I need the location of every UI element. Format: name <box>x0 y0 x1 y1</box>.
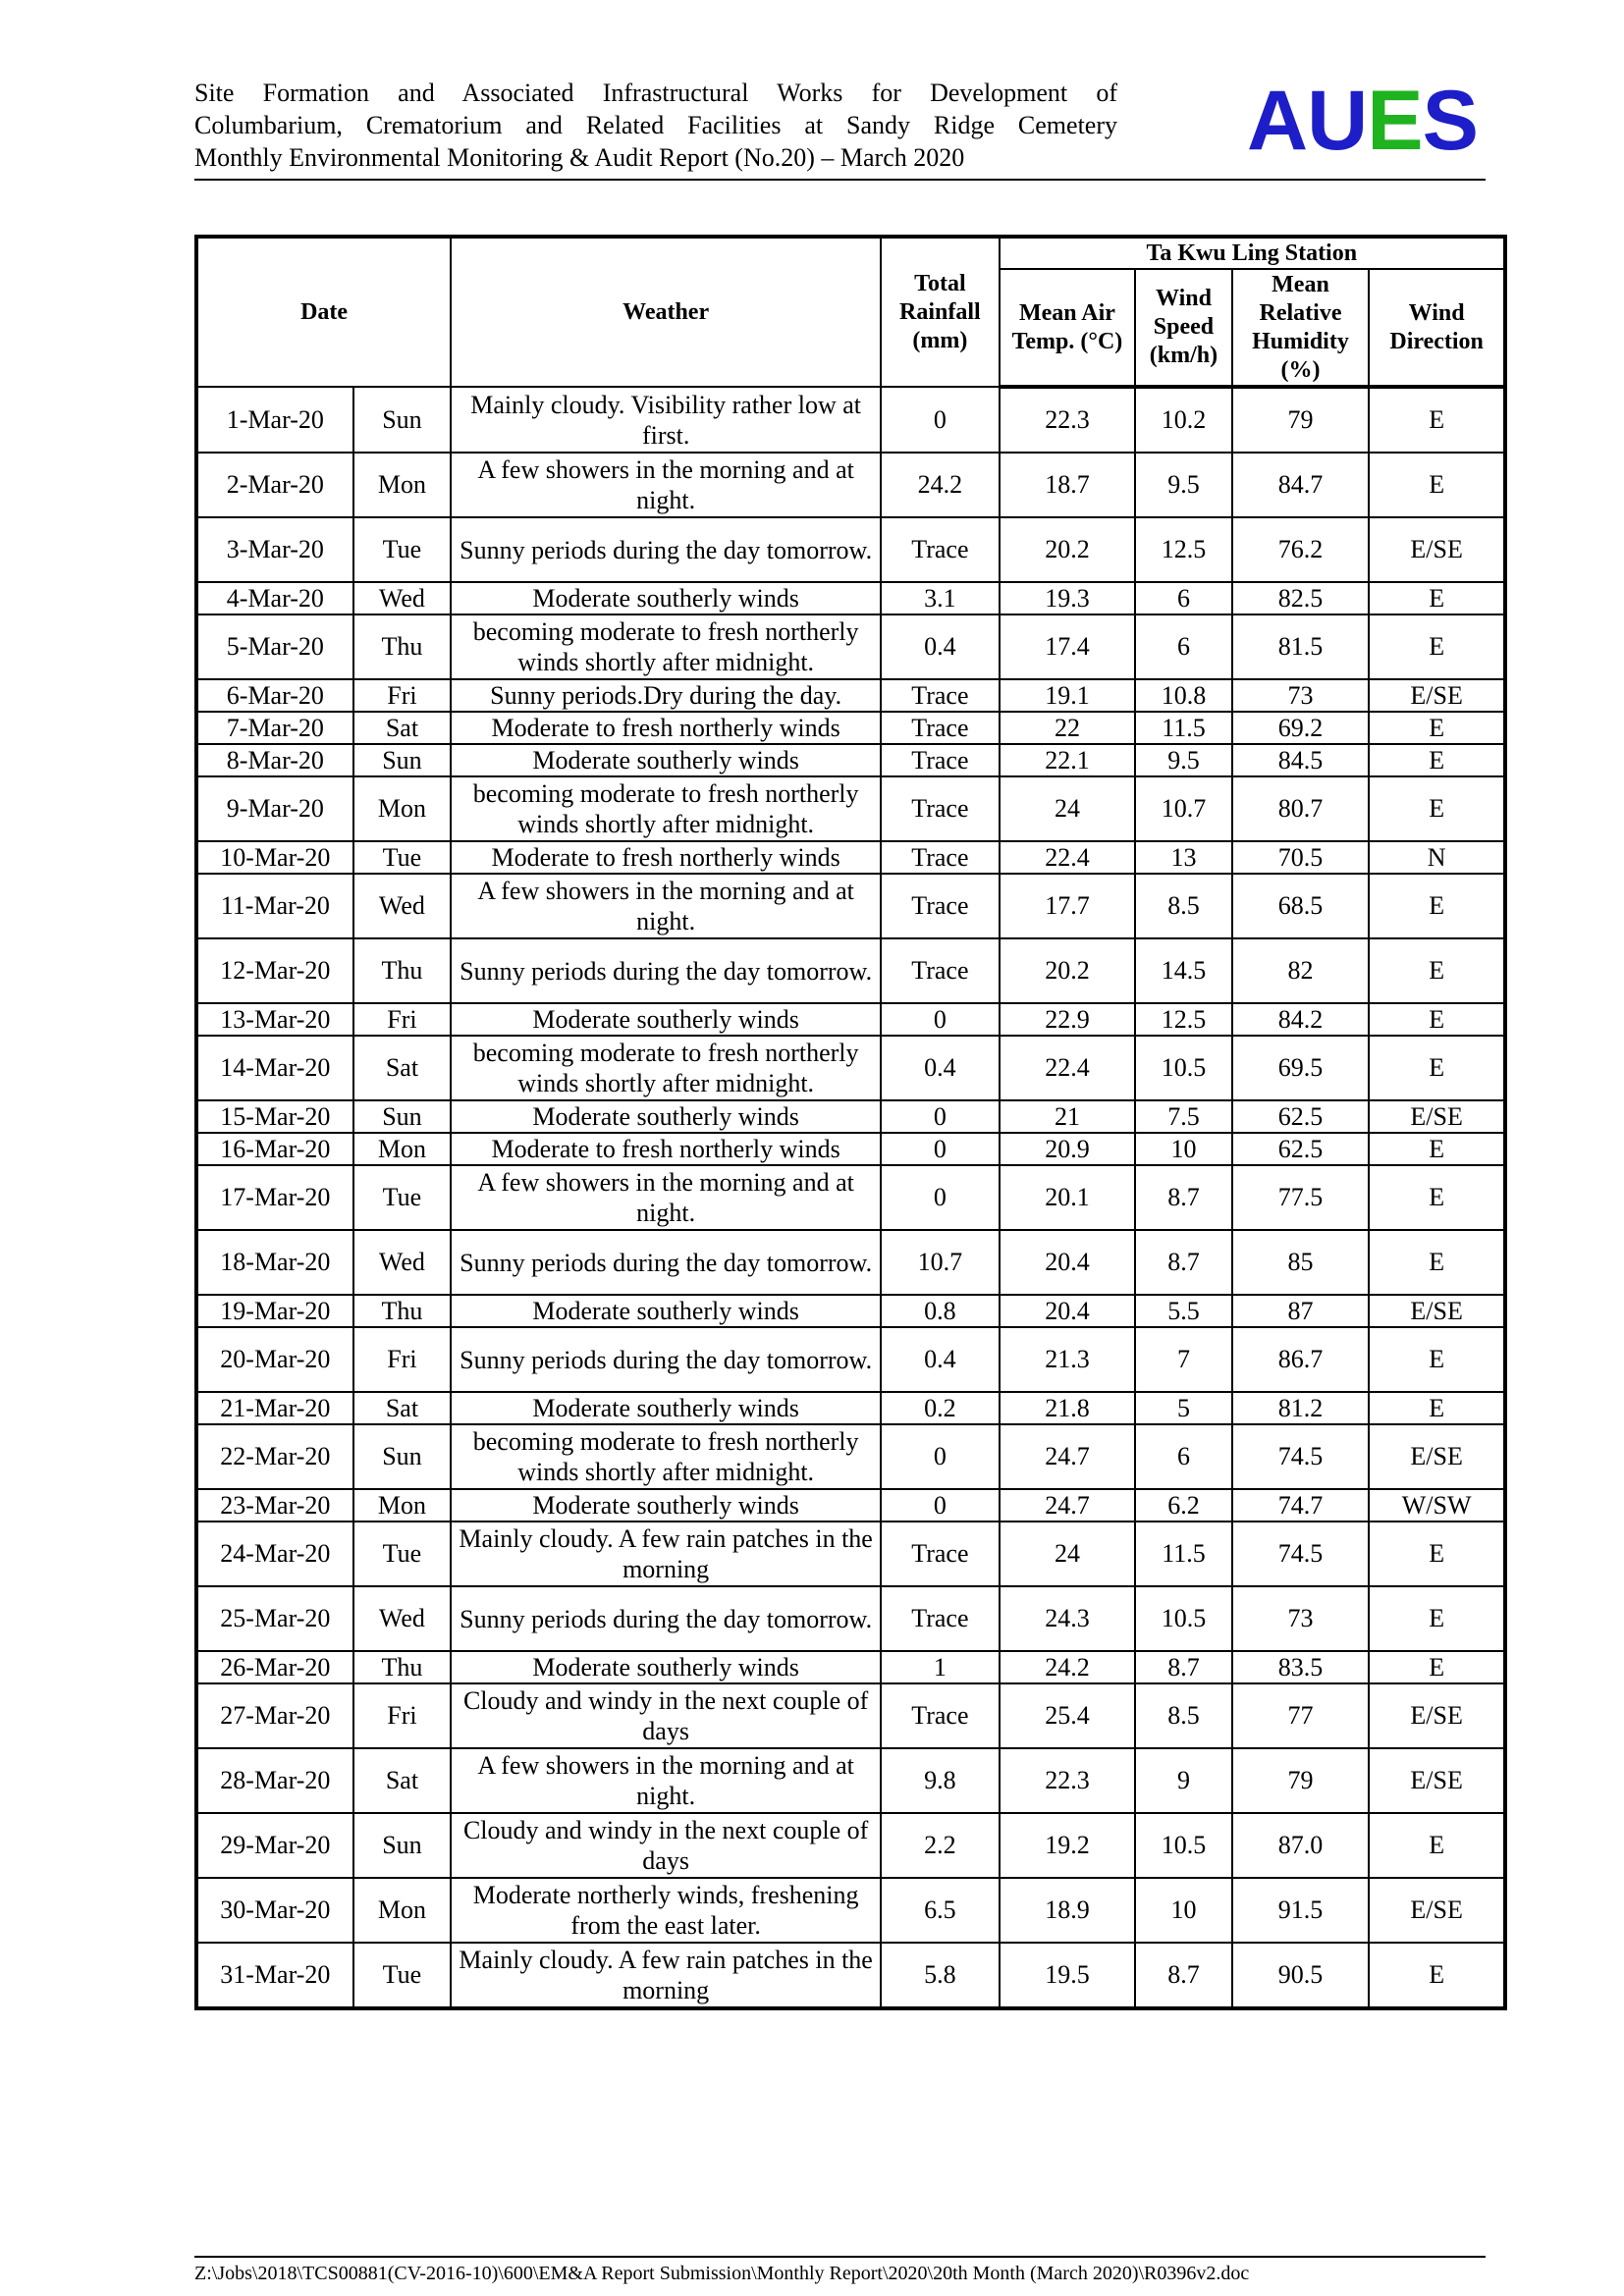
wind-direction-cell: E <box>1369 712 1505 744</box>
weather-cell: Mainly cloudy. A few rain patches in the morning <box>451 1943 881 2008</box>
humidity-cell: 70.5 <box>1232 841 1370 874</box>
temp-cell: 24.2 <box>1000 1651 1136 1683</box>
wind-speed-cell: 12.5 <box>1135 517 1231 582</box>
day-cell: Tue <box>353 1943 451 2008</box>
date-cell: 22-Mar-20 <box>196 1424 353 1489</box>
wind-direction-cell: E/SE <box>1369 1295 1505 1327</box>
table-row <box>196 874 1505 938</box>
humidity-cell: 73 <box>1232 679 1370 712</box>
date-cell: 31-Mar-20 <box>196 1943 353 2008</box>
weather-cell: Mainly cloudy. A few rain patches in the morning <box>451 1522 881 1586</box>
wind-direction-cell: E <box>1369 938 1505 1003</box>
report-title <box>194 77 1117 174</box>
day-cell: Mon <box>353 1133 451 1165</box>
humidity-cell: 62.5 <box>1232 1133 1370 1165</box>
weather-cell: Moderate southerly winds <box>451 1651 881 1683</box>
wind-direction-cell: E/SE <box>1369 517 1505 582</box>
day-cell: Tue <box>353 1522 451 1586</box>
date-cell: 16-Mar-20 <box>196 1133 353 1165</box>
header-wind-direction: Wind Direction <box>1369 269 1505 387</box>
wind-direction-cell: E <box>1369 1133 1505 1165</box>
humidity-cell: 74.7 <box>1232 1489 1370 1522</box>
weather-cell: Sunny periods during the day tomorrow. <box>451 1230 881 1295</box>
rainfall-cell: Trace <box>881 1522 1000 1586</box>
date-cell: 12-Mar-20 <box>196 938 353 1003</box>
humidity-cell: 82 <box>1232 938 1370 1003</box>
table-row <box>196 1392 1505 1424</box>
table-row <box>196 841 1505 874</box>
rainfall-cell: 2.2 <box>881 1813 1000 1878</box>
temp-cell: 22.9 <box>1000 1003 1136 1036</box>
temp-cell: 22.3 <box>1000 387 1136 453</box>
day-cell: Sun <box>353 1813 451 1878</box>
rainfall-cell: 0.4 <box>881 614 1000 679</box>
date-cell: 30-Mar-20 <box>196 1878 353 1943</box>
humidity-cell: 73 <box>1232 1586 1370 1651</box>
temp-cell: 25.4 <box>1000 1683 1136 1748</box>
humidity-cell: 87.0 <box>1232 1813 1370 1878</box>
report-title-line-2: Columbarium, Crematorium and Related Facilities at Sandy Ridge Cemetery <box>194 111 1117 139</box>
wind-direction-cell: E <box>1369 614 1505 679</box>
humidity-cell: 74.5 <box>1232 1522 1370 1586</box>
date-cell: 2-Mar-20 <box>196 453 353 517</box>
weather-cell: Sunny periods during the day tomorrow. <box>451 938 881 1003</box>
logo-part-e: E <box>1367 74 1423 168</box>
weather-table-body <box>196 387 1505 2008</box>
day-cell: Tue <box>353 517 451 582</box>
temp-cell: 19.5 <box>1000 1943 1136 2008</box>
temp-cell: 18.7 <box>1000 453 1136 517</box>
humidity-cell: 85 <box>1232 1230 1370 1295</box>
humidity-cell: 84.5 <box>1232 744 1370 776</box>
wind-speed-cell: 7.5 <box>1135 1100 1231 1133</box>
wind-speed-cell: 11.5 <box>1135 712 1231 744</box>
day-cell: Sat <box>353 712 451 744</box>
rainfall-cell: Trace <box>881 1683 1000 1748</box>
wind-speed-cell: 5.5 <box>1135 1295 1231 1327</box>
date-cell: 24-Mar-20 <box>196 1522 353 1586</box>
wind-speed-cell: 7 <box>1135 1327 1231 1392</box>
date-cell: 6-Mar-20 <box>196 679 353 712</box>
rainfall-cell: 1 <box>881 1651 1000 1683</box>
day-cell: Fri <box>353 1683 451 1748</box>
date-cell: 9-Mar-20 <box>196 776 353 841</box>
rainfall-cell: 0.4 <box>881 1327 1000 1392</box>
wind-speed-cell: 12.5 <box>1135 1003 1231 1036</box>
report-title-line-1: Site Formation and Associated Infrastructural Works for Development of <box>194 79 1117 107</box>
wind-speed-cell: 10.5 <box>1135 1036 1231 1100</box>
humidity-cell: 79 <box>1232 387 1370 453</box>
temp-cell: 18.9 <box>1000 1878 1136 1943</box>
wind-direction-cell: E <box>1369 874 1505 938</box>
rainfall-cell: 0 <box>881 1424 1000 1489</box>
table-row <box>196 517 1505 582</box>
humidity-cell: 82.5 <box>1232 582 1370 614</box>
rainfall-cell: Trace <box>881 517 1000 582</box>
wind-speed-cell: 10.7 <box>1135 776 1231 841</box>
temp-cell: 22.1 <box>1000 744 1136 776</box>
wind-direction-cell: E <box>1369 1813 1505 1878</box>
table-row <box>196 1424 1505 1489</box>
temp-cell: 19.1 <box>1000 679 1136 712</box>
temp-cell: 22 <box>1000 712 1136 744</box>
date-cell: 7-Mar-20 <box>196 712 353 744</box>
day-cell: Wed <box>353 1230 451 1295</box>
wind-direction-cell: E <box>1369 744 1505 776</box>
humidity-cell: 68.5 <box>1232 874 1370 938</box>
table-row <box>196 1295 1505 1327</box>
date-cell: 8-Mar-20 <box>196 744 353 776</box>
table-row <box>196 1522 1505 1586</box>
header-rainfall: Total Rainfall (mm) <box>881 237 1000 387</box>
wind-speed-cell: 8.7 <box>1135 1651 1231 1683</box>
day-cell: Thu <box>353 1295 451 1327</box>
temp-cell: 20.1 <box>1000 1165 1136 1230</box>
table-row <box>196 1683 1505 1748</box>
day-cell: Thu <box>353 938 451 1003</box>
date-cell: 20-Mar-20 <box>196 1327 353 1392</box>
day-cell: Sun <box>353 1100 451 1133</box>
date-cell: 29-Mar-20 <box>196 1813 353 1878</box>
table-row <box>196 679 1505 712</box>
temp-cell: 22.3 <box>1000 1748 1136 1813</box>
day-cell: Mon <box>353 453 451 517</box>
weather-cell: A few showers in the morning and at night. <box>451 1165 881 1230</box>
rainfall-cell: Trace <box>881 712 1000 744</box>
file-path-footer: Z:\Jobs\2018\TCS00881(CV-2016-10)\600\EM&A Report Submission\Monthly Report\2020\20th Month (March 2020)\R0396v2.doc <box>194 2256 1486 2285</box>
wind-speed-cell: 8.7 <box>1135 1943 1231 2008</box>
humidity-cell: 69.2 <box>1232 712 1370 744</box>
table-row <box>196 1943 1505 2008</box>
rainfall-cell: 24.2 <box>881 453 1000 517</box>
weather-cell: Moderate southerly winds <box>451 1295 881 1327</box>
weather-cell: Moderate to fresh northerly winds <box>451 1133 881 1165</box>
table-row <box>196 453 1505 517</box>
humidity-cell: 87 <box>1232 1295 1370 1327</box>
table-row <box>196 614 1505 679</box>
temp-cell: 24.7 <box>1000 1489 1136 1522</box>
wind-speed-cell: 10 <box>1135 1133 1231 1165</box>
wind-speed-cell: 6 <box>1135 582 1231 614</box>
weather-cell: Sunny periods during the day tomorrow. <box>451 517 881 582</box>
wind-direction-cell: E <box>1369 1165 1505 1230</box>
date-cell: 18-Mar-20 <box>196 1230 353 1295</box>
table-row <box>196 1748 1505 1813</box>
wind-direction-cell: W/SW <box>1369 1489 1505 1522</box>
day-cell: Mon <box>353 1489 451 1522</box>
wind-speed-cell: 14.5 <box>1135 938 1231 1003</box>
date-cell: 13-Mar-20 <box>196 1003 353 1036</box>
rainfall-cell: Trace <box>881 1586 1000 1651</box>
rainfall-cell: 0 <box>881 1489 1000 1522</box>
rainfall-cell: 0 <box>881 1133 1000 1165</box>
aues-logo <box>1247 74 1478 168</box>
weather-cell: becoming moderate to fresh northerly winds shortly after midnight. <box>451 776 881 841</box>
date-cell: 5-Mar-20 <box>196 614 353 679</box>
day-cell: Thu <box>353 614 451 679</box>
wind-speed-cell: 9.5 <box>1135 744 1231 776</box>
rainfall-cell: 10.7 <box>881 1230 1000 1295</box>
temp-cell: 20.2 <box>1000 938 1136 1003</box>
header-humidity: Mean Relative Humidity (%) <box>1232 269 1370 387</box>
humidity-cell: 79 <box>1232 1748 1370 1813</box>
table-row <box>196 1133 1505 1165</box>
table-row <box>196 1100 1505 1133</box>
temp-cell: 17.7 <box>1000 874 1136 938</box>
rainfall-cell: 0 <box>881 1100 1000 1133</box>
wind-speed-cell: 10 <box>1135 1878 1231 1943</box>
date-cell: 28-Mar-20 <box>196 1748 353 1813</box>
weather-cell: A few showers in the morning and at night. <box>451 874 881 938</box>
rainfall-cell: 6.5 <box>881 1878 1000 1943</box>
header-weather: Weather <box>451 237 881 387</box>
wind-speed-cell: 8.5 <box>1135 874 1231 938</box>
logo-part-s: S <box>1422 74 1478 168</box>
table-row <box>196 1165 1505 1230</box>
wind-speed-cell: 6 <box>1135 614 1231 679</box>
humidity-cell: 83.5 <box>1232 1651 1370 1683</box>
wind-speed-cell: 10.2 <box>1135 387 1231 453</box>
rainfall-cell: Trace <box>881 841 1000 874</box>
table-row <box>196 1651 1505 1683</box>
wind-speed-cell: 8.7 <box>1135 1230 1231 1295</box>
temp-cell: 21.3 <box>1000 1327 1136 1392</box>
rainfall-cell: Trace <box>881 776 1000 841</box>
day-cell: Sat <box>353 1392 451 1424</box>
temp-cell: 20.9 <box>1000 1133 1136 1165</box>
wind-direction-cell: E/SE <box>1369 679 1505 712</box>
table-row <box>196 1230 1505 1295</box>
wind-speed-cell: 13 <box>1135 841 1231 874</box>
temp-cell: 24 <box>1000 1522 1136 1586</box>
wind-speed-cell: 9.5 <box>1135 453 1231 517</box>
date-cell: 15-Mar-20 <box>196 1100 353 1133</box>
weather-cell: A few showers in the morning and at night. <box>451 453 881 517</box>
table-row <box>196 938 1505 1003</box>
logo-part-au: AU <box>1247 74 1368 168</box>
humidity-cell: 81.5 <box>1232 614 1370 679</box>
date-cell: 3-Mar-20 <box>196 517 353 582</box>
wind-speed-cell: 10.5 <box>1135 1586 1231 1651</box>
wind-direction-cell: E <box>1369 1522 1505 1586</box>
wind-direction-cell: E <box>1369 776 1505 841</box>
day-cell: Tue <box>353 841 451 874</box>
rainfall-cell: 0.8 <box>881 1295 1000 1327</box>
header-temp: Mean Air Temp. (°C) <box>1000 269 1136 387</box>
table-row <box>196 744 1505 776</box>
temp-cell: 22.4 <box>1000 1036 1136 1100</box>
weather-cell: Mainly cloudy. Visibility rather low at first. <box>451 387 881 453</box>
wind-direction-cell: E/SE <box>1369 1878 1505 1943</box>
temp-cell: 24 <box>1000 776 1136 841</box>
weather-cell: Moderate southerly winds <box>451 582 881 614</box>
wind-direction-cell: E/SE <box>1369 1683 1505 1748</box>
humidity-cell: 77.5 <box>1232 1165 1370 1230</box>
wind-direction-cell: E <box>1369 1392 1505 1424</box>
humidity-cell: 84.7 <box>1232 453 1370 517</box>
humidity-cell: 62.5 <box>1232 1100 1370 1133</box>
header-wind-speed: Wind Speed (km/h) <box>1135 269 1231 387</box>
rainfall-cell: Trace <box>881 938 1000 1003</box>
weather-cell: Moderate to fresh northerly winds <box>451 841 881 874</box>
weather-cell: becoming moderate to fresh northerly winds shortly after midnight. <box>451 614 881 679</box>
table-row <box>196 776 1505 841</box>
weather-cell: A few showers in the morning and at night. <box>451 1748 881 1813</box>
day-cell: Tue <box>353 1165 451 1230</box>
wind-direction-cell: E <box>1369 1003 1505 1036</box>
day-cell: Fri <box>353 1327 451 1392</box>
weather-cell: Sunny periods during the day tomorrow. <box>451 1327 881 1392</box>
wind-speed-cell: 6.2 <box>1135 1489 1231 1522</box>
table-row <box>196 712 1505 744</box>
temp-cell: 17.4 <box>1000 614 1136 679</box>
day-cell: Mon <box>353 776 451 841</box>
wind-direction-cell: E <box>1369 1586 1505 1651</box>
table-row <box>196 582 1505 614</box>
rainfall-cell: 9.8 <box>881 1748 1000 1813</box>
wind-speed-cell: 10.8 <box>1135 679 1231 712</box>
day-cell: Wed <box>353 582 451 614</box>
humidity-cell: 84.2 <box>1232 1003 1370 1036</box>
wind-speed-cell: 8.7 <box>1135 1165 1231 1230</box>
wind-direction-cell: E/SE <box>1369 1100 1505 1133</box>
weather-cell: becoming moderate to fresh northerly winds shortly after midnight. <box>451 1424 881 1489</box>
date-cell: 4-Mar-20 <box>196 582 353 614</box>
wind-direction-cell: E <box>1369 1327 1505 1392</box>
day-cell: Sun <box>353 387 451 453</box>
wind-direction-cell: E <box>1369 582 1505 614</box>
table-row <box>196 1813 1505 1878</box>
wind-direction-cell: E <box>1369 1943 1505 2008</box>
temp-cell: 20.2 <box>1000 517 1136 582</box>
temp-cell: 21.8 <box>1000 1392 1136 1424</box>
humidity-cell: 81.2 <box>1232 1392 1370 1424</box>
weather-cell: Moderate to fresh northerly winds <box>451 712 881 744</box>
day-cell: Thu <box>353 1651 451 1683</box>
humidity-cell: 91.5 <box>1232 1878 1370 1943</box>
rainfall-cell: Trace <box>881 744 1000 776</box>
weather-table <box>194 235 1507 2010</box>
date-cell: 26-Mar-20 <box>196 1651 353 1683</box>
wind-direction-cell: E/SE <box>1369 1748 1505 1813</box>
day-cell: Fri <box>353 679 451 712</box>
wind-speed-cell: 8.5 <box>1135 1683 1231 1748</box>
temp-cell: 20.4 <box>1000 1295 1136 1327</box>
table-row <box>196 1036 1505 1100</box>
wind-direction-cell: E <box>1369 1230 1505 1295</box>
temp-cell: 20.4 <box>1000 1230 1136 1295</box>
header-date: Date <box>196 237 451 387</box>
weather-cell: Cloudy and windy in the next couple of days <box>451 1813 881 1878</box>
weather-cell: Moderate northerly winds, freshening from the east later. <box>451 1878 881 1943</box>
date-cell: 17-Mar-20 <box>196 1165 353 1230</box>
rainfall-cell: 5.8 <box>881 1943 1000 2008</box>
rainfall-cell: 0 <box>881 387 1000 453</box>
table-row <box>196 387 1505 453</box>
day-cell: Fri <box>353 1003 451 1036</box>
weather-cell: Moderate southerly winds <box>451 1003 881 1036</box>
weather-cell: Moderate southerly winds <box>451 1100 881 1133</box>
date-cell: 19-Mar-20 <box>196 1295 353 1327</box>
date-cell: 27-Mar-20 <box>196 1683 353 1748</box>
day-cell: Sat <box>353 1036 451 1100</box>
temp-cell: 22.4 <box>1000 841 1136 874</box>
wind-direction-cell: E <box>1369 453 1505 517</box>
wind-direction-cell: E <box>1369 387 1505 453</box>
humidity-cell: 74.5 <box>1232 1424 1370 1489</box>
report-title-line-3: Monthly Environmental Monitoring & Audit Report (No.20) – March 2020 <box>194 143 965 172</box>
temp-cell: 21 <box>1000 1100 1136 1133</box>
rainfall-cell: Trace <box>881 874 1000 938</box>
rainfall-cell: 3.1 <box>881 582 1000 614</box>
date-cell: 14-Mar-20 <box>196 1036 353 1100</box>
date-cell: 10-Mar-20 <box>196 841 353 874</box>
page-header <box>194 74 1486 181</box>
table-row <box>196 1586 1505 1651</box>
temp-cell: 24.7 <box>1000 1424 1136 1489</box>
rainfall-cell: 0.2 <box>881 1392 1000 1424</box>
date-cell: 11-Mar-20 <box>196 874 353 938</box>
rainfall-cell: 0.4 <box>881 1036 1000 1100</box>
temp-cell: 19.2 <box>1000 1813 1136 1878</box>
rainfall-cell: 0 <box>881 1003 1000 1036</box>
weather-cell: Moderate southerly winds <box>451 1392 881 1424</box>
wind-direction-cell: E <box>1369 1651 1505 1683</box>
wind-speed-cell: 5 <box>1135 1392 1231 1424</box>
table-row <box>196 1003 1505 1036</box>
day-cell: Sat <box>353 1748 451 1813</box>
date-cell: 21-Mar-20 <box>196 1392 353 1424</box>
wind-speed-cell: 6 <box>1135 1424 1231 1489</box>
date-cell: 1-Mar-20 <box>196 387 353 453</box>
table-row <box>196 1878 1505 1943</box>
humidity-cell: 80.7 <box>1232 776 1370 841</box>
wind-speed-cell: 10.5 <box>1135 1813 1231 1878</box>
header-station: Ta Kwu Ling Station <box>1000 237 1505 269</box>
weather-cell: Moderate southerly winds <box>451 1489 881 1522</box>
wind-speed-cell: 11.5 <box>1135 1522 1231 1586</box>
date-cell: 23-Mar-20 <box>196 1489 353 1522</box>
day-cell: Wed <box>353 1586 451 1651</box>
rainfall-cell: 0 <box>881 1165 1000 1230</box>
weather-cell: Sunny periods.Dry during the day. <box>451 679 881 712</box>
weather-cell: Moderate southerly winds <box>451 744 881 776</box>
weather-cell: Sunny periods during the day tomorrow. <box>451 1586 881 1651</box>
date-cell: 25-Mar-20 <box>196 1586 353 1651</box>
humidity-cell: 90.5 <box>1232 1943 1370 2008</box>
table-row <box>196 1489 1505 1522</box>
wind-direction-cell: E <box>1369 1036 1505 1100</box>
humidity-cell: 69.5 <box>1232 1036 1370 1100</box>
day-cell: Wed <box>353 874 451 938</box>
wind-speed-cell: 9 <box>1135 1748 1231 1813</box>
humidity-cell: 86.7 <box>1232 1327 1370 1392</box>
humidity-cell: 76.2 <box>1232 517 1370 582</box>
day-cell: Sun <box>353 1424 451 1489</box>
rainfall-cell: Trace <box>881 679 1000 712</box>
weather-cell: becoming moderate to fresh northerly winds shortly after midnight. <box>451 1036 881 1100</box>
wind-direction-cell: N <box>1369 841 1505 874</box>
wind-direction-cell: E/SE <box>1369 1424 1505 1489</box>
weather-cell: Cloudy and windy in the next couple of days <box>451 1683 881 1748</box>
table-row <box>196 1327 1505 1392</box>
temp-cell: 24.3 <box>1000 1586 1136 1651</box>
temp-cell: 19.3 <box>1000 582 1136 614</box>
humidity-cell: 77 <box>1232 1683 1370 1748</box>
day-cell: Sun <box>353 744 451 776</box>
day-cell: Mon <box>353 1878 451 1943</box>
